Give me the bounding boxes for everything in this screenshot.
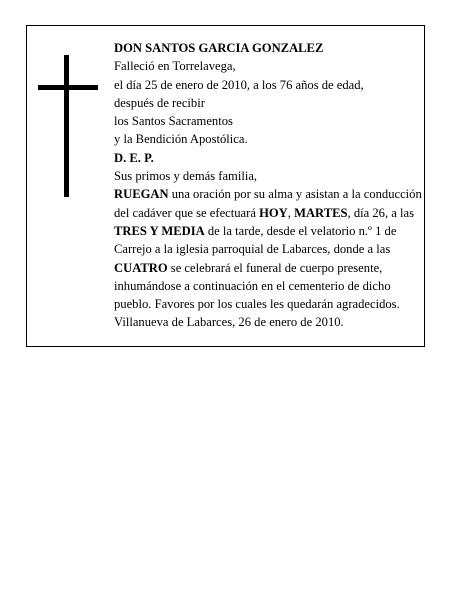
place-date-line: Villanueva de Labarces, 26 de enero de 2010. [114, 315, 344, 330]
martes-word: MARTES [294, 205, 348, 220]
date-age-line: el día 25 de enero de 2010, a los 76 años de edad, [114, 77, 364, 92]
cross-icon [38, 55, 98, 197]
obituary-text [114, 39, 426, 332]
after-receiving-line: después de recibir [114, 95, 205, 110]
cuatro-word: CUATRO [114, 260, 168, 275]
tres-y-media-word: TRES Y MEDIA [114, 223, 205, 238]
cross-vertical-bar [64, 55, 69, 197]
funeral-details-paragraph: RUEGAN una oración por su alma y asistan a la conducción del cadáver que se efectuará HOY, MARTES, día 26, a las TRES Y MEDIA de la tarde, desde el velatorio n.º 1 de Carrejo a la iglesia parroquial de Labarces, donde a las CUATRO se celebrará el funeral de cuerpo presente, inhumándose a continuación en el cementerio de dicho pueblo. Favores por los cuales les quedarán agradecidos. [114, 187, 422, 312]
cross-horizontal-bar [38, 85, 98, 90]
rip-line: D. E. P. [114, 150, 154, 165]
blessing-line: y la Bendición Apostólica. [114, 132, 248, 147]
deceased-name: DON SANTOS GARCIA GONZALEZ [114, 41, 324, 55]
family-line: Sus primos y demás familia, [114, 169, 258, 184]
ruegan-word: RUEGAN [114, 187, 169, 202]
sacraments-line: los Santos Sacramentos [114, 114, 233, 129]
hoy-word: HOY [259, 205, 288, 220]
died-in-line: Falleció en Torrelavega, [114, 59, 236, 74]
